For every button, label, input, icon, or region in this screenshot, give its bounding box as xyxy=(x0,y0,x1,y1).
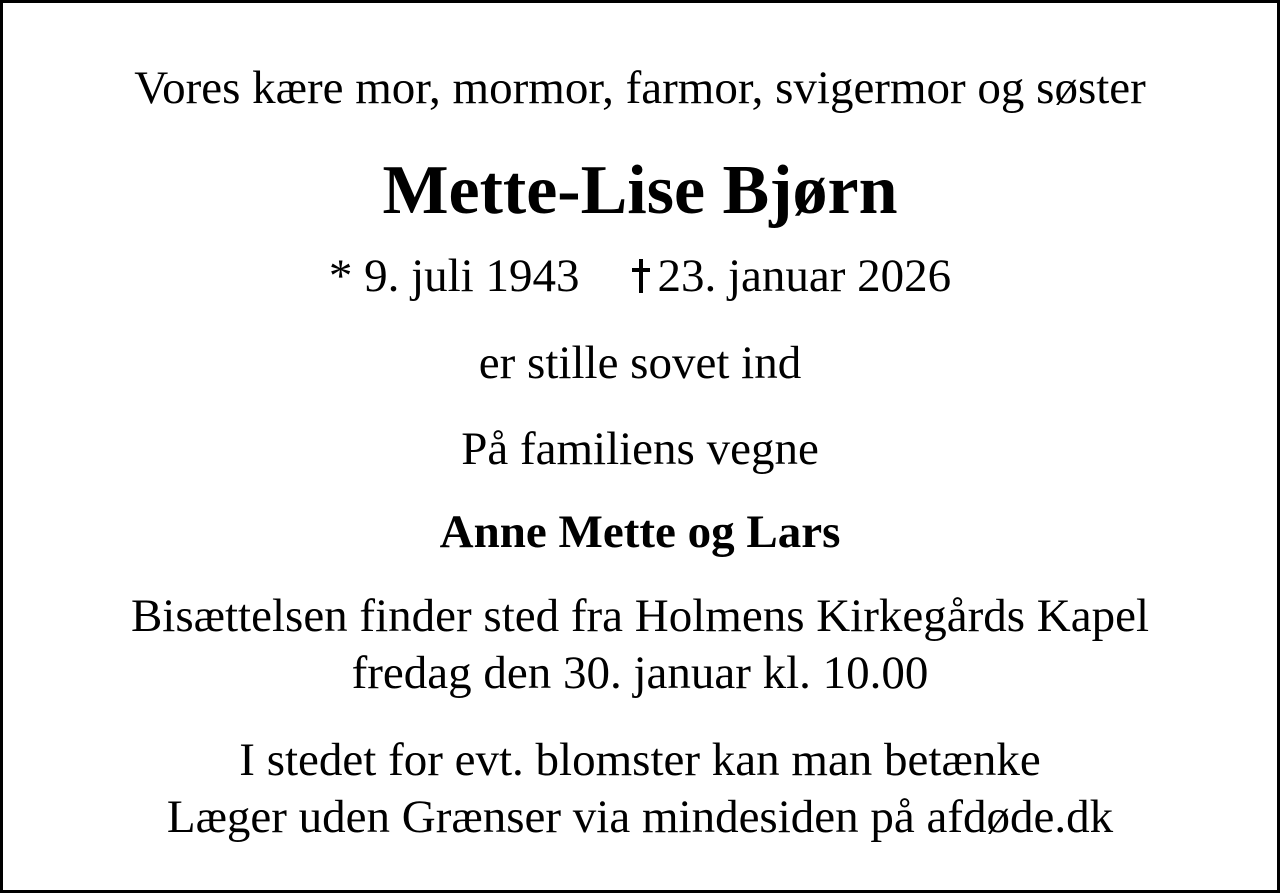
signers: Anne Mette og Lars xyxy=(439,506,841,558)
on-behalf-text: På familiens vegne xyxy=(461,423,819,475)
deceased-name: Mette-Lise Bjørn xyxy=(382,152,898,229)
funeral-info-line1: Bisættelsen finder sted fra Holmens Kirkegårds Kapel xyxy=(130,590,1150,642)
death-date: 23. januar 2026 xyxy=(657,250,952,302)
birth-date: * 9. juli 1943 xyxy=(328,250,580,302)
passing-text: er stille sovet ind xyxy=(478,337,802,389)
donation-info-line1: I stedet for evt. blomster kan man betænke xyxy=(239,734,1041,786)
donation-info-line2: Læger uden Grænser via mindesiden på afdøde.dk xyxy=(166,791,1114,843)
intro-text: Vores kære mor, mormor, farmor, svigermor og søster xyxy=(134,62,1146,114)
funeral-info-line2: fredag den 30. januar kl. 10.00 xyxy=(351,647,929,699)
life-dates xyxy=(3,250,1277,302)
latin-cross-icon xyxy=(632,259,650,293)
